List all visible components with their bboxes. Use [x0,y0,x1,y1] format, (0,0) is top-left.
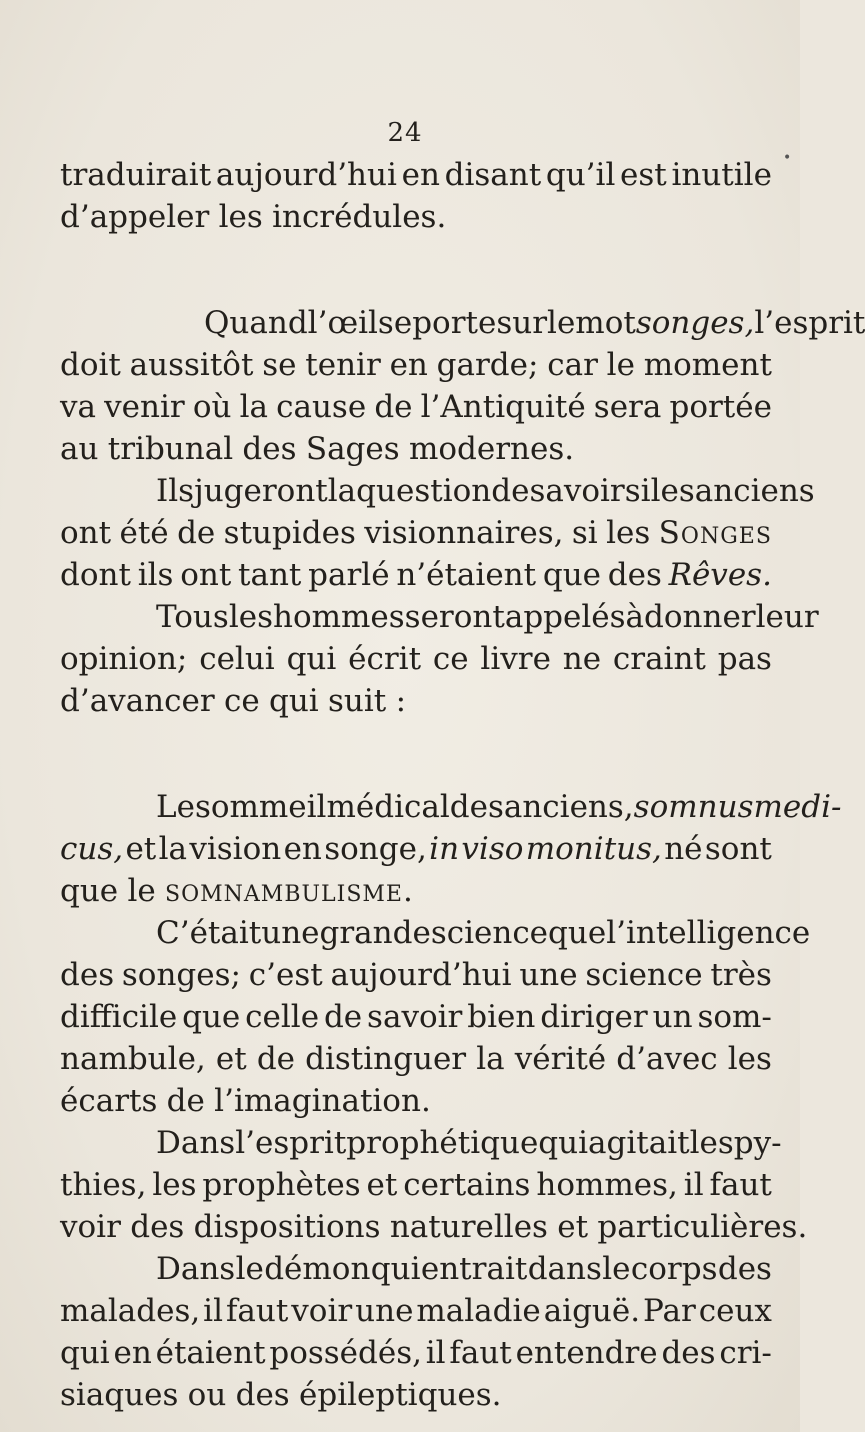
text-line: au tribunal des Sages modernes. [60,431,575,467]
paragraph-4 [60,596,819,722]
text-line: ont été de stupides visionnaires, si les Songes [60,515,772,551]
text-line: cus, et la vision en songe, in viso monitus, né sont [60,831,772,867]
paragraph-8 [60,1248,772,1416]
text-line: Tous les hommes seront appelés à donner leur [156,599,819,635]
text-line: que le somnambulisme. [60,873,414,909]
text-line: thies, les prophètes et certains hommes, il faut [60,1167,772,1203]
text-line: nambule, et de distinguer la vérité d’avec les [60,1041,772,1077]
text-line: doit aussitôt se tenir en garde; car le moment [60,347,772,383]
paragraph-2 [60,302,865,470]
text-line: Quand l’œil se porte sur le mot songes, l’esprit [204,305,865,341]
edge-mark: • [783,150,792,166]
text-line: traduirait aujourd’hui en disant qu’il est inutile [60,157,772,193]
text-line: siaques ou des épileptiques. [60,1377,502,1413]
text-line: d’appeler les incrédules. [60,199,447,235]
text-line: Ils jugeront la question de savoir si les anciens [156,473,815,509]
body-text [60,154,865,1416]
paragraph-5 [60,786,842,912]
text-line: Dans le démon qui entrait dans le corps des [156,1251,772,1287]
paragraph-7 [60,1122,808,1248]
text-line: écarts de l’imagination. [60,1083,431,1119]
text-line: voir des dispositions naturelles et particulières. [60,1209,808,1245]
text-line: dont ils ont tant parlé n’étaient que des Rêves. [60,557,772,593]
text-line: malades, il faut voir une maladie aiguë. Par ceux [60,1293,772,1329]
text-line: difficile que celle de savoir bien diriger un som- [60,999,772,1035]
text-line: opinion; celui qui écrit ce livre ne craint pas [60,641,772,677]
text-line: qui en étaient possédés, il faut entendre des cri- [60,1335,772,1371]
text-line: d’avancer ce qui suit : [60,683,407,719]
paragraph-3 [60,470,815,596]
text-line: des songes; c’est aujourd’hui une science très [60,957,772,993]
page-number: 24 [387,118,423,148]
text-line: C’était une grande science que l’intelligence [156,915,811,951]
paragraph-6 [60,912,811,1122]
text-line: va venir où la cause de l’Antiquité sera portée [60,389,772,425]
text-line: Dans l’esprit prophétique qui agitait les py- [156,1125,782,1161]
paragraph-1 [60,154,772,238]
text-line: Le sommeil médical des anciens, somnus medi- [156,789,842,825]
